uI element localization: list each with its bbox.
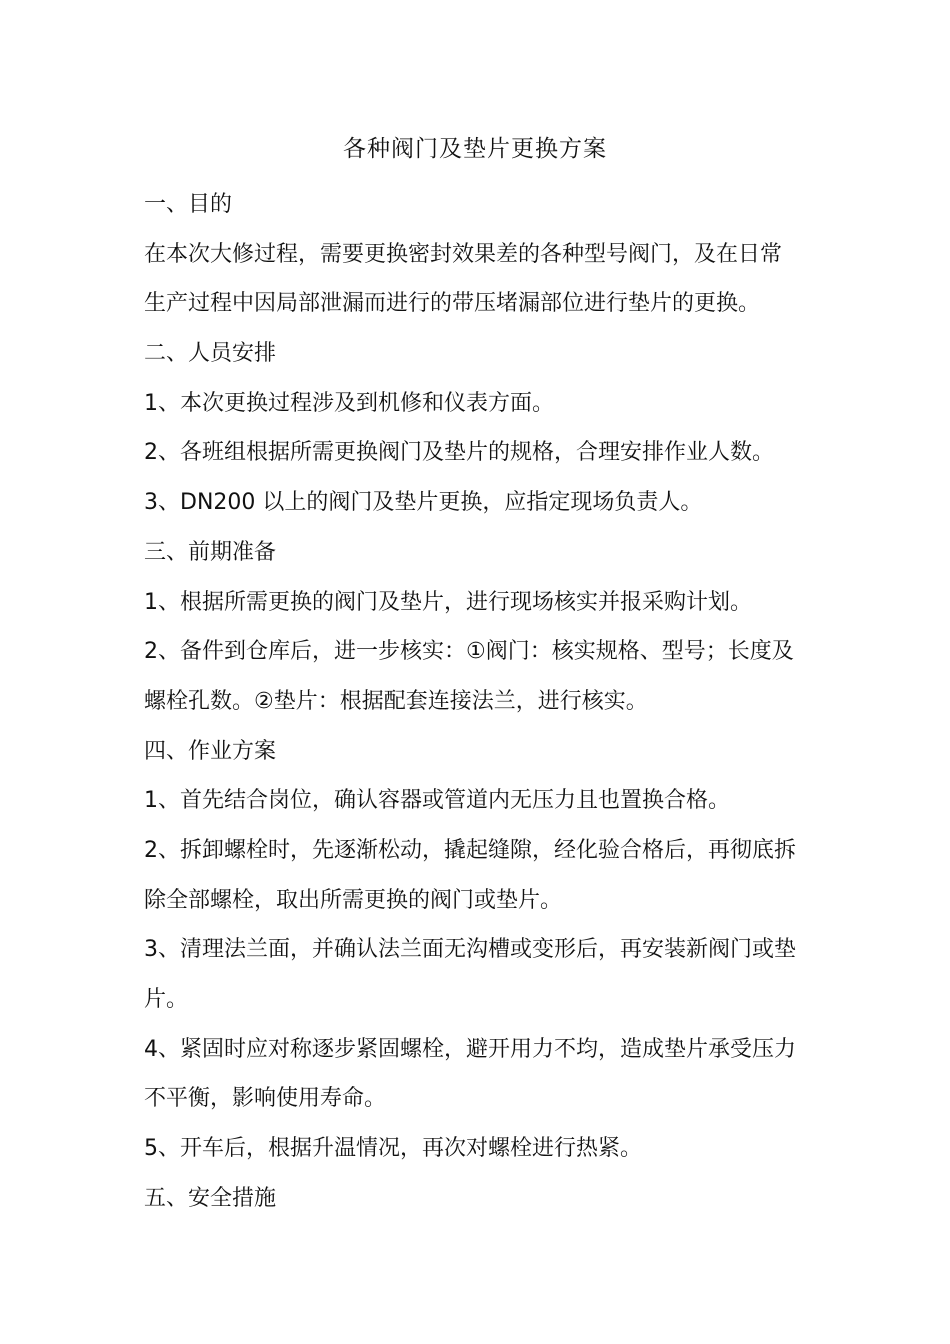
list-item-continuation: 片。 — [144, 987, 189, 1012]
list-item: 3、清理法兰面，并确认法兰面无沟槽或变形后，再安装新阀门或垫 — [144, 937, 796, 963]
list-item-continuation: 螺栓孔数。②垫片：根据配套连接法兰，进行核实。 — [144, 688, 648, 714]
document-body — [144, 180, 814, 1223]
section-heading-purpose: 一、目的 — [144, 192, 233, 217]
list-item: 3、DN200 以上的阀门及垫片更换，应指定现场负责人。 — [144, 490, 703, 516]
paragraph-line: 在本次大修过程，需要更换密封效果差的各种型号阀门，及在日常 — [144, 241, 783, 267]
list-item: 2、拆卸螺栓时，先逐渐松动，撬起缝隙，经化验合格后，再彻底拆 — [144, 837, 796, 863]
list-item: 2、备件到仓库后，进一步核实：①阀门：核实规格、型号；长度及 — [144, 639, 794, 665]
section-heading-work-plan: 四、作业方案 — [144, 738, 277, 764]
section-heading-preparation: 三、前期准备 — [144, 539, 277, 565]
list-item: 1、根据所需更换的阀门及垫片，进行现场核实并报采购计划。 — [144, 589, 752, 615]
list-item: 4、紧固时应对称逐步紧固螺栓，避开用力不均，造成垫片承受压力 — [144, 1036, 796, 1062]
paragraph-line: 生产过程中因局部泄漏而进行的带压堵漏部位进行垫片的更换。 — [144, 291, 761, 317]
list-item: 1、首先结合岗位，确认容器或管道内无压力且也置换合格。 — [144, 788, 730, 814]
list-item-continuation: 不平衡，影响使用寿命。 — [144, 1086, 387, 1112]
list-item: 1、本次更换过程涉及到机修和仪表方面。 — [144, 390, 554, 416]
list-item-continuation: 除全部螺栓，取出所需更换的阀门或垫片。 — [144, 887, 563, 913]
section-heading-safety: 五、安全措施 — [144, 1185, 277, 1211]
section-heading-staffing: 二、人员安排 — [144, 341, 277, 367]
document-title: 各种阀门及垫片更换方案 — [343, 136, 607, 162]
list-item: 2、各班组根据所需更换阀门及垫片的规格，合理安排作业人数。 — [144, 440, 774, 466]
list-item: 5、开车后，根据升温情况，再次对螺栓进行热紧。 — [144, 1136, 642, 1162]
